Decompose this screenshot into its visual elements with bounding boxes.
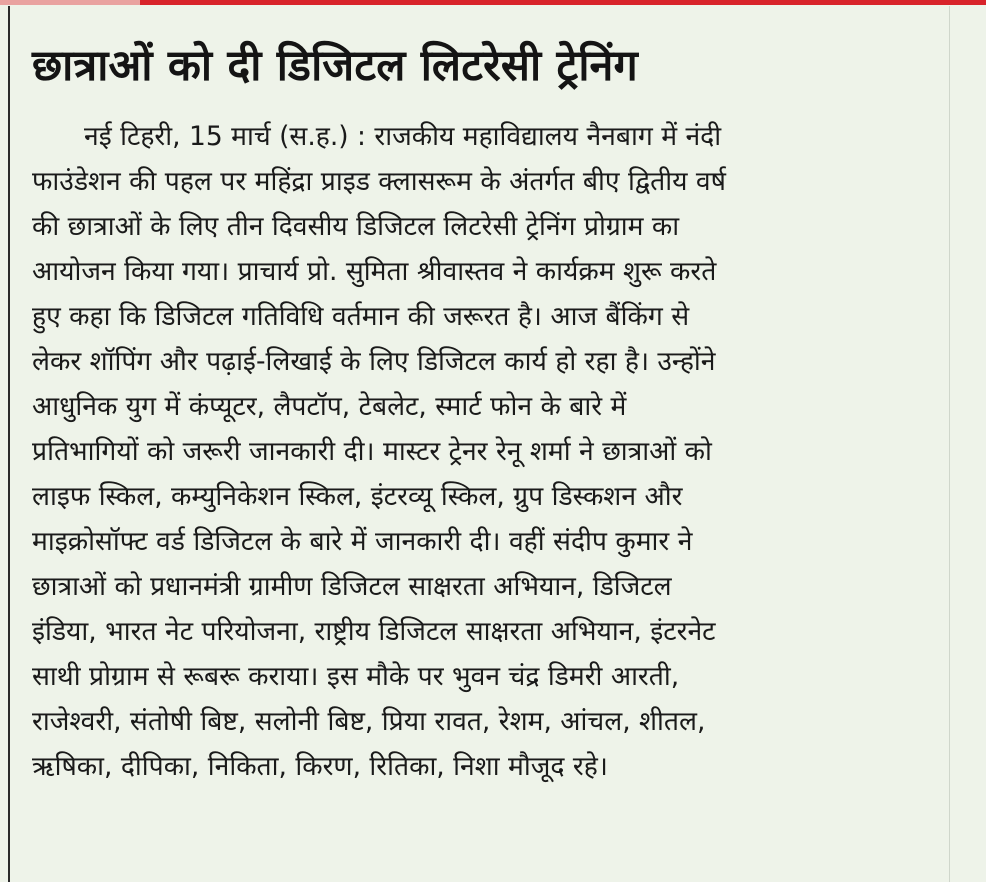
- article-headline: छात्राओं को दी डिजिटल लिटरेसी ट्रेनिंग: [32, 41, 638, 91]
- body-line: लेकर शॉपिंग और पढ़ाई-लिखाई के लिए डिजिटल कार्य हो रहा है। उन्होंने: [32, 346, 716, 377]
- body-line: इंडिया, भारत नेट परियोजना, राष्ट्रीय डिजिटल साक्षरता अभियान, इंटरनेट: [32, 616, 716, 647]
- body-line: की छात्राओं के लिए तीन दिवसीय डिजिटल लिटरेसी ट्रेनिंग प्रोग्राम का: [32, 211, 680, 242]
- body-line: हुए कहा कि डिजिटल गतिविधि वर्तमान की जरूरत है। आज बैंकिंग से: [32, 301, 690, 332]
- body-line: नई टिहरी, 15 मार्च (स.ह.) : राजकीय महाविद्यालय नैनबाग में नंदी: [84, 121, 722, 152]
- body-line: आधुनिक युग में कंप्यूटर, लैपटॉप, टेबलेट, स्मार्ट फोन के बारे में: [32, 391, 627, 422]
- body-line: माइक्रोसॉफ्ट वर्ड डिजिटल के बारे में जानकारी दी। वहीं संदीप कुमार ने: [32, 526, 693, 557]
- article-body: [32, 114, 937, 789]
- body-line: साथी प्रोग्राम से रूबरू कराया। इस मौके पर भुवन चंद्र डिमरी आरती,: [32, 661, 680, 692]
- top-strip-faded-segment: [0, 0, 140, 5]
- column-left-rule: [8, 6, 10, 882]
- body-line: फाउंडेशन की पहल पर महिंद्रा प्राइड क्लासरूम के अंतर्गत बीए द्वितीय वर्ष: [32, 166, 726, 197]
- top-color-strip: [0, 0, 986, 5]
- body-line: प्रतिभागियों को जरूरी जानकारी दी। मास्टर ट्रेनर रेनू शर्मा ने छात्राओं को: [32, 436, 712, 467]
- body-line: ऋषिका, दीपिका, निकिता, किरण, रितिका, निशा मौजूद रहे।: [32, 751, 608, 782]
- news-article: [32, 34, 937, 789]
- column-right-rule: [949, 6, 950, 882]
- body-line: छात्राओं को प्रधानमंत्री ग्रामीण डिजिटल साक्षरता अभियान, डिजिटल: [32, 571, 672, 602]
- body-line: आयोजन किया गया। प्राचार्य प्रो. सुमिता श्रीवास्तव ने कार्यक्रम शुरू करते: [32, 256, 717, 287]
- body-line: राजेश्वरी, संतोषी बिष्ट, सलोनी बिष्ट, प्रिया रावत, रेशम, आंचल, शीतल,: [32, 706, 706, 737]
- body-line: लाइफ स्किल, कम्युनिकेशन स्किल, इंटरव्यू स्किल, ग्रुप डिस्कशन और: [32, 481, 683, 512]
